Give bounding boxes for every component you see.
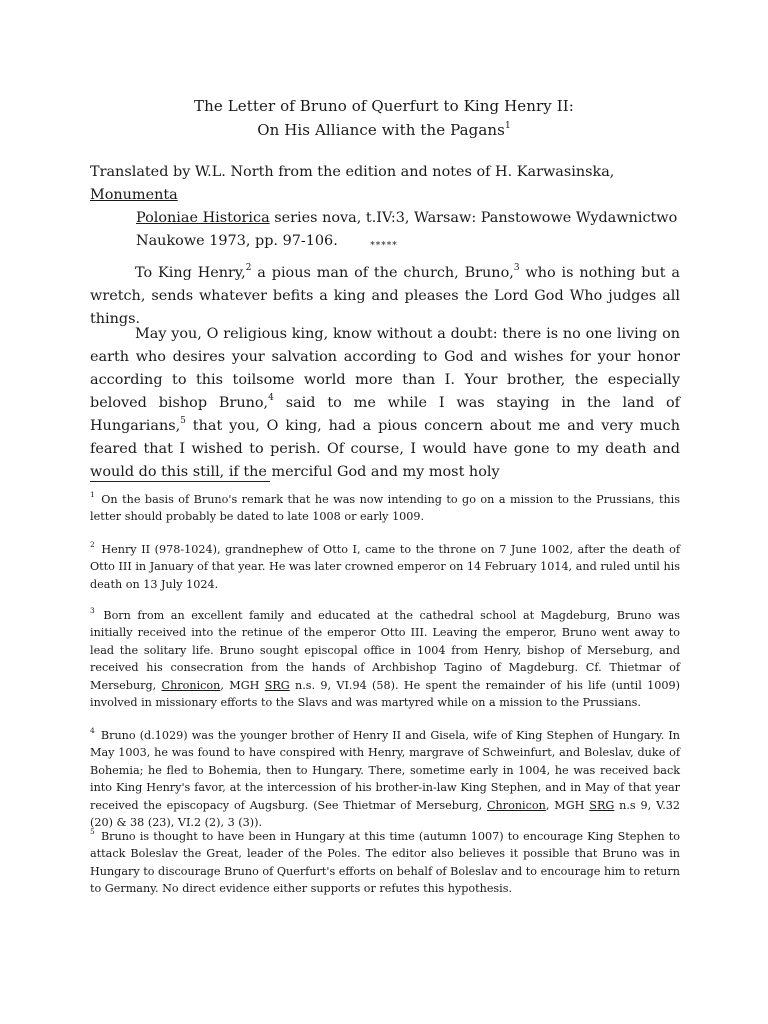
footnote-5 (90, 828, 680, 898)
footnote-1-number: 1 (90, 490, 95, 500)
footnote-3-text-a: Born from an excellent family and educated at the cathedral school at Magdeburg, Bruno was initially received into the retinue of the emperor Otto III. Leaving the emperor, Bruno went away to lead the solitary life. Bruno sought episcopal office in 1004 from Henry, bishop of Merseburg, and received his consecration from the hands of Archbishop Tagino of Magdeburg. Cf. Thietmar of Merseburg, (90, 609, 680, 692)
footnote-ref-4[interactable]: 4 (268, 393, 274, 404)
footnote-4 (90, 727, 680, 831)
footnote-3-chronicon: Chronicon (161, 678, 221, 692)
p2-text-a: May you, O religious king, know without a doubt: there is no one living on earth who desires your salvation according to God and wishes for your honor according to this toilsome world more than I. Your brother, the especially beloved bishop Bruno, (90, 326, 680, 411)
footnote-1-text: On the basis of Bruno's remark that he was now intending to go on a mission to the Prussians, this letter should probably be dated to late 1008 or early 1009. (90, 493, 680, 524)
footnote-ref-1[interactable]: 1 (504, 121, 511, 131)
footnote-4-text-c: n.s 9, V.32 (20) & 38 (23), VI.2 (2), 3 (3)). (90, 798, 680, 830)
title-line-2-text: On His Alliance with the Pagans (257, 121, 505, 139)
footnote-divider (90, 481, 270, 482)
p2-text-b: said to me while I was staying in the land of Hungarians, (90, 395, 680, 434)
translation-prefix: Translated by W.L. North from the edition and notes of H. Karwasinska, (90, 164, 615, 180)
footnote-4-number: 4 (90, 726, 95, 736)
p1-text-c: who is nothing but a wretch, sends whatever befits a king and pleases the Lord God Who judges all things. (90, 265, 680, 327)
title-line-1: The Letter of Bruno of Querfurt to King Henry II: (194, 97, 574, 115)
document-title (0, 94, 768, 142)
title-poloniae: Poloniae Historica (136, 210, 270, 226)
p1-text-a: To King Henry, (135, 265, 246, 281)
footnote-3-text-c: n.s. 9, VI.94 (58). He spent the remainder of his life (until 1009) involved in missionary efforts to the Slavs and was martyred while on a mission to the Prussians. (90, 678, 680, 710)
translation-credit (90, 161, 690, 253)
footnote-3-srg: SRG (264, 678, 290, 692)
section-separator: ***** (370, 241, 398, 251)
title-line-2 (0, 118, 768, 142)
footnote-ref-5[interactable]: 5 (180, 416, 186, 427)
footnote-4-srg: SRG (589, 798, 615, 812)
footnote-4-text-a: Bruno (d.1029) was the younger brother of Henry II and Gisela, wife of King Stephen of Hungary. In May 1003, he was found to have conspired with Henry, margrave of Schweinfurt, and Boleslav, duke of Bohemia; he fled to Bohemia, then to Hungary. There, sometime early in 1004, he was received back into King Henry's favor, at the intercession of his brother-in-law King Stephen, and in May of that year received the episcopacy of Augsburg. (See Thietmar of Merseburg, (90, 729, 680, 812)
footnote-4-chronicon: Chronicon (487, 798, 546, 812)
paragraph-2 (90, 323, 680, 484)
footnote-5-text: Bruno is thought to have been in Hungary at this time (autumn 1007) to encourage King Stephen to attack Boleslav the Great, leader of the Poles. The editor also believes it possible that Bruno was in Hungary to discourage Bruno of Querfurt's efforts on behalf of Boleslav and to encourage him to return to Germany. No direct evidence either supports or refutes this hypothesis. (90, 830, 680, 896)
footnote-ref-3[interactable]: 3 (513, 263, 520, 274)
footnote-2-number: 2 (90, 540, 95, 550)
paragraph-1 (90, 262, 680, 331)
title-monumenta: Monumenta (90, 187, 178, 203)
footnote-4-text-b: , MGH (545, 798, 590, 812)
footnote-3-number: 3 (90, 606, 95, 616)
footnote-3 (90, 607, 680, 711)
footnote-2 (90, 541, 680, 593)
p1-text-b: a pious man of the church, Bruno, (251, 265, 514, 281)
translation-line-3: Naukowe 1973, pp. 97-106. (136, 233, 338, 249)
footnote-2-text: Henry II (978-1024), grandnephew of Otto I, came to the throne on 7 June 1002, after the death of Otto III in January of that year. He was later crowned emperor on 14 February 1014, and ruled until his death on 13 July 1024. (90, 543, 680, 591)
p2-text-c: that you, O king, had a pious concern about me and very much feared that I wished to perish. Of course, I would have gone to my death and would do this still, if the merciful God and my most holy (90, 418, 680, 480)
footnote-5-number: 5 (90, 827, 95, 837)
footnote-ref-2[interactable]: 2 (245, 263, 252, 274)
footnote-1 (90, 491, 680, 526)
translation-rest: series nova, t.IV:3, Warsaw: Panstowowe Wydawnictwo (274, 210, 678, 226)
footnote-3-text-b: , MGH (220, 678, 265, 692)
